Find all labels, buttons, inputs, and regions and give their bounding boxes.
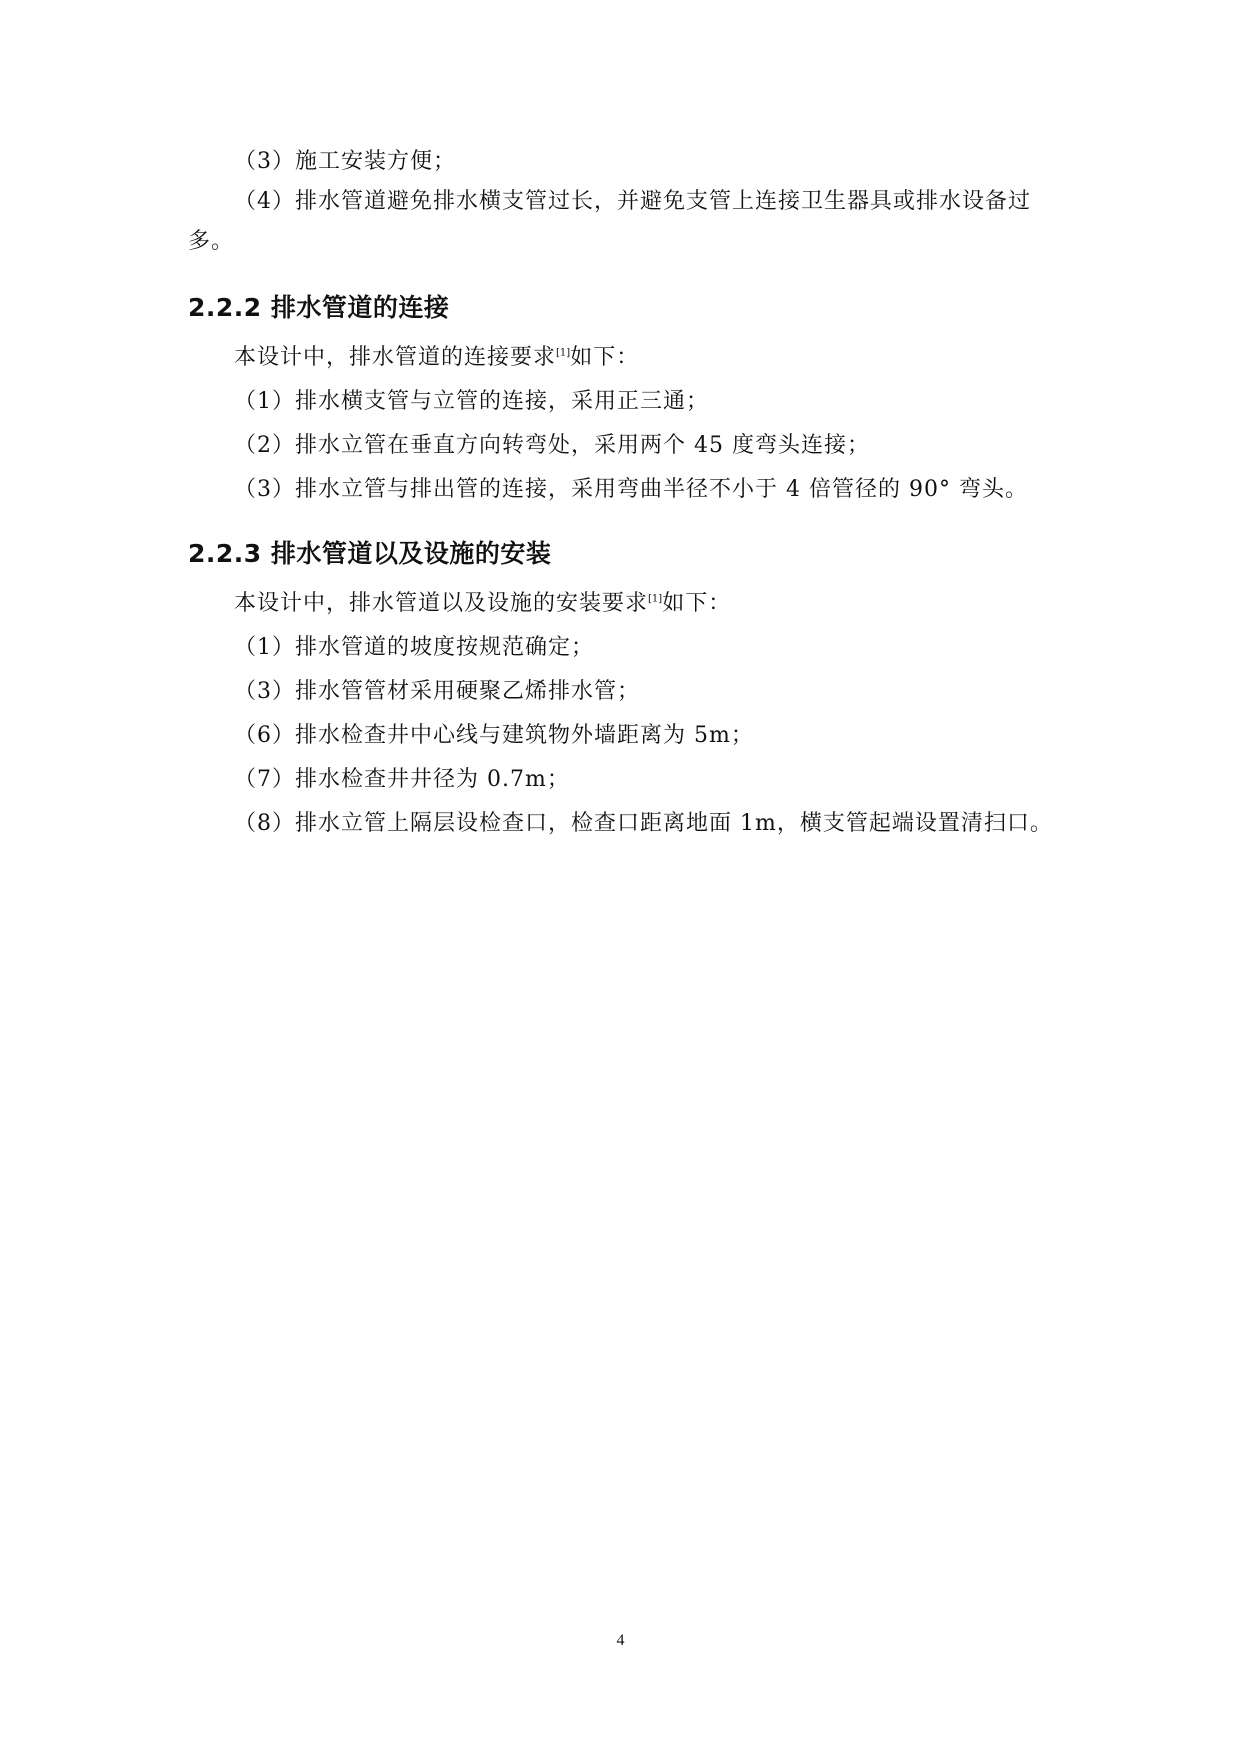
intro-text: 本设计中，排水管道的连接要求: [234, 345, 557, 370]
list-item: （4）排水管道避免排水横支管过长，并避免支管上连接卫生器具或排水设备过多。: [188, 189, 1031, 254]
page-number: 4: [616, 1632, 625, 1649]
section-intro: [188, 338, 1058, 378]
list-item: （1）排水横支管与立管的连接，采用正三通；: [234, 389, 709, 414]
intro-text: 如下：: [662, 591, 732, 616]
list-item: （1）排水管道的坡度按规范确定；: [234, 635, 594, 660]
list-item: （7）排水检查井井径为 0.7m；: [234, 767, 570, 792]
list-item: （3）施工安装方便；: [234, 149, 456, 174]
intro-text: 如下：: [570, 345, 640, 370]
citation-ref: [1]: [556, 347, 571, 359]
section-intro: [188, 584, 1058, 624]
section-heading: 2.2.2 排水管道的连接: [188, 293, 450, 322]
list-item: （8）排水立管上隔层设检查口，检查口距离地面 1m，横支管起端设置清扫口。: [234, 811, 1053, 836]
citation-ref: [1]: [648, 593, 663, 605]
section-heading: 2.2.3 排水管道以及设施的安装: [188, 539, 552, 568]
list-item: （3）排水管管材采用硬聚乙烯排水管；: [234, 679, 640, 704]
intro-text: 本设计中，排水管道以及设施的安装要求: [234, 591, 649, 616]
list-item: （3）排水立管与排出管的连接，采用弯曲半径不小于 4 倍管径的 90° 弯头。: [234, 477, 1028, 502]
list-item: （6）排水检查井中心线与建筑物外墙距离为 5m；: [234, 723, 754, 748]
list-item: （2）排水立管在垂直方向转弯处，采用两个 45 度弯头连接；: [234, 433, 870, 458]
